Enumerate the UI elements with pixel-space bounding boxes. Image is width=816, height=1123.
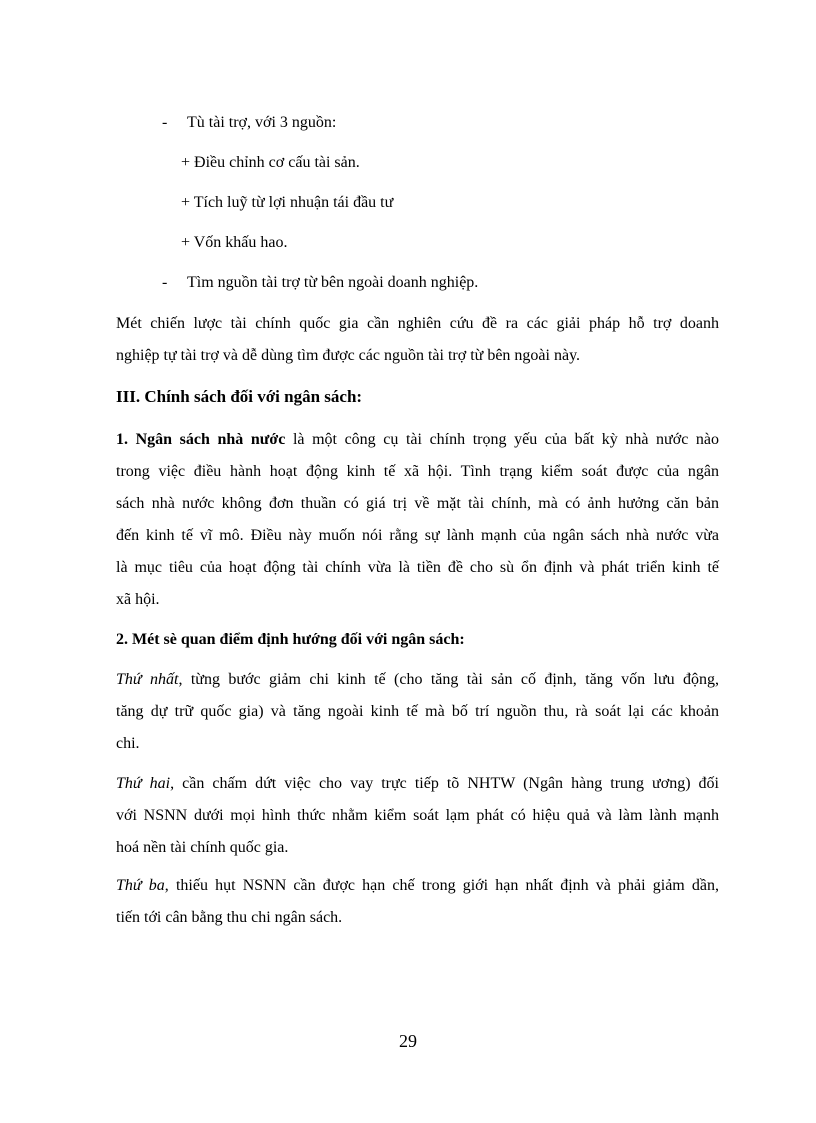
subsection-heading: 2. Mét sè quan điểm định hướng đối với ngân sách: bbox=[116, 631, 465, 648]
budget-paragraph-line: trong việc điều hành hoạt động kinh tế xã hội. Tình trạng kiểm soát được của ngân bbox=[116, 463, 719, 480]
third-point-line bbox=[116, 876, 719, 896]
page-number: 29 bbox=[399, 1031, 417, 1051]
list-bullet: - bbox=[162, 274, 168, 291]
third-point-lead: Thứ ba bbox=[116, 877, 165, 894]
first-point-line: tăng dự trữ quốc gia) và tăng ngoài kinh tế mà bố trí nguồn thu, rà soát lại các khoản bbox=[116, 703, 719, 720]
sub-item-asset-restructuring: + Điều chỉnh cơ cấu tài sản. bbox=[181, 154, 360, 171]
budget-bold-lead: 1. Ngân sách nhà nước bbox=[116, 431, 286, 448]
budget-paragraph-line bbox=[116, 430, 719, 450]
list-item-self-financing: Tù tài trợ, với 3 nguồn: bbox=[187, 114, 337, 131]
third-point-rest: , thiếu hụt NSNN cần được hạn chế trong giới hạn nhất định và phải giảm dần, bbox=[164, 877, 720, 894]
section-heading: III. Chính sách đối với ngân sách: bbox=[116, 387, 363, 406]
budget-paragraph-line: sách nhà nước không đơn thuần có giá trị về mặt tài chính, mà có ảnh hưởng căn bản bbox=[116, 495, 719, 512]
first-point-line bbox=[116, 670, 719, 690]
second-point-line: hoá nền tài chính quốc gia. bbox=[116, 839, 289, 856]
second-point-line: với NSNN dưới mọi hình thức nhằm kiểm soát lạm phát có hiệu quả và làm lành mạnh bbox=[116, 807, 719, 824]
budget-paragraph-line: xã hội. bbox=[116, 591, 160, 608]
second-point-lead: Thứ hai bbox=[116, 775, 171, 792]
strategy-paragraph-line: nghiệp tự tài trợ và dễ dùng tìm được các nguồn tài trợ từ bên ngoài này. bbox=[116, 347, 581, 364]
third-point-line: tiến tới cân bằng thu chi ngân sách. bbox=[116, 909, 343, 926]
first-point-lead: Thứ nhất bbox=[116, 671, 179, 688]
list-item-external-funding: Tìm nguồn tài trợ từ bên ngoài doanh nghiệp. bbox=[187, 274, 479, 291]
second-point-line bbox=[116, 774, 719, 794]
list-bullet: - bbox=[162, 114, 168, 131]
first-point-rest: , từng bước giảm chi kinh tế (cho tăng tài sản cố định, tăng vốn lưu động, bbox=[178, 671, 720, 688]
first-point-line: chi. bbox=[116, 735, 140, 752]
budget-paragraph-line: đến kinh tế vĩ mô. Điều này muốn nói rằng sự lành mạnh của ngân sách nhà nước vừa bbox=[116, 527, 719, 544]
strategy-paragraph-line: Mét chiến lược tài chính quốc gia cần nghiên cứu đề ra các giải pháp hỗ trợ doanh bbox=[116, 315, 719, 332]
budget-paragraph-line: là mục tiêu của hoạt động tài chính vừa là tiền đề cho sù ổn định và phát triển kinh tế bbox=[116, 559, 719, 576]
sub-item-depreciation: + Vốn khấu hao. bbox=[181, 234, 288, 251]
second-point-rest: , cần chấm dứt việc cho vay trực tiếp tõ NHTW (Ngân hàng trung ương) đối bbox=[170, 775, 720, 792]
budget-line-rest: là một công cụ tài chính trọng yếu của bất kỳ nhà nước nào bbox=[285, 431, 719, 448]
sub-item-profit-reinvestment: + Tích luỹ từ lợi nhuận tái đầu tư bbox=[181, 194, 394, 211]
